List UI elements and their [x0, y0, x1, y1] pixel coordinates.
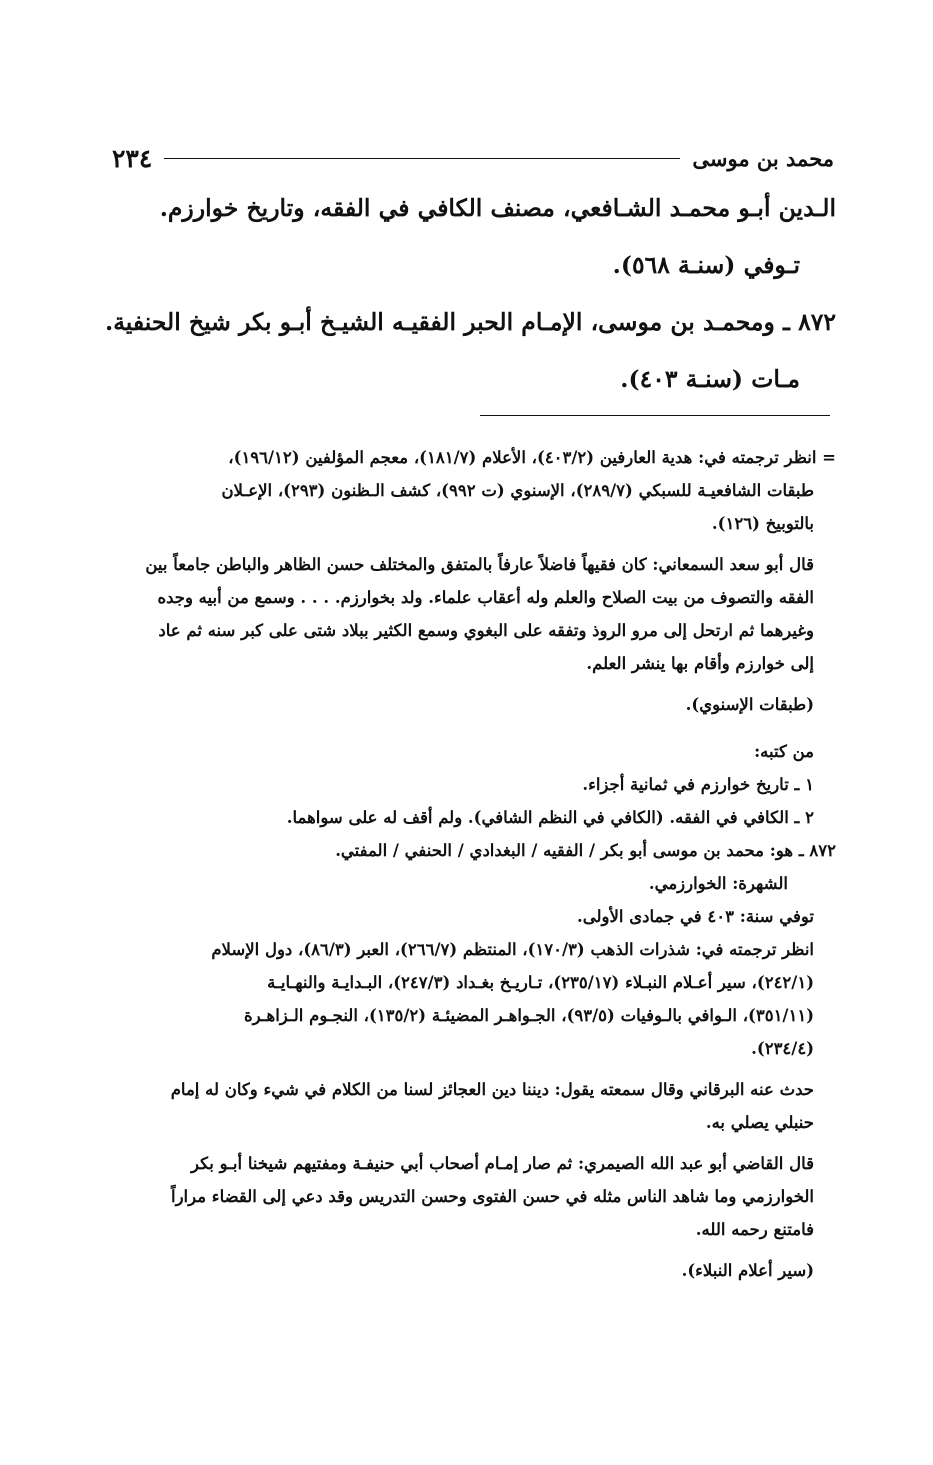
footnote-line: حنبلي يصلي به. — [705, 1113, 814, 1132]
footnote-line: (٣٥١/١١)، الـوافي بالـوفيات (٩٣/٥)، الجـواهـر المضيئـة (١٣٥/٢)، النجـوم الـزاهـرة — [243, 1006, 814, 1025]
footnote-line: وغيرهما ثم ارتحل إلى مرو الروذ وتفقه على البغوي وسمع الكثير ببلاد شتى على كبر سنه ثم عاد — [158, 621, 814, 640]
main-line: تـوفي (سنـة ٥٦٨). — [612, 251, 800, 279]
footnote-line: إلى خوارزم وأقام بها ينشر العلم. — [586, 654, 814, 673]
running-title: محمد بن موسى — [692, 145, 834, 171]
footnote-line: ٢ ـ الكافي في الفقه. (الكافي في النظم الشافي). ولم أقف له على سواهما. — [286, 808, 814, 827]
footnote-line: الفقه والتصوف من بيت الصلاح والعلم وله أعقاب علماء. ولد بخوارزم. . . . وسمع من أبيه وجده — [157, 588, 814, 607]
footnote-line: = انظر ترجمته في: هدية العارفين (٤٠٣/٢)، الأعلام (١٨١/٧)، معجم المؤلفين (١٩٦/١٢)، — [228, 448, 836, 467]
footnote-line: الشهرة: الخوارزمي. — [648, 874, 788, 893]
footnote-line: ١ ـ تاريخ خوارزم في ثمانية أجزاء. — [582, 775, 814, 794]
footnotes — [106, 441, 836, 1287]
main-line: الـدين أبـو محمـد الشـافعي، مصنف الكافي في الفقه، وتاريخ خوارزم. — [159, 194, 836, 222]
footnote-line: قال أبو سعد السمعاني: كان فقيهاً فاضلاً عارفاً بالمتفق والمختلف حسن الظاهر والباطن جامعاً بين — [145, 555, 814, 574]
footnote-line: الخوارزمي وما شاهد الناس مثله في حسن الفتوى وحسن التدريس وقد دعي إلى القضاء مراراً — [170, 1187, 814, 1206]
footnote-line: من كتبه: — [754, 742, 814, 761]
main-line: مـات (سنـة ٤٠٣). — [620, 365, 800, 393]
footnote-separator — [480, 415, 830, 416]
main-text — [105, 180, 836, 408]
footnote-line: فامتنع رحمه الله. — [695, 1220, 814, 1239]
footnote-line: ٨٧٢ ـ هو: محمد بن موسى أبو بكر / الفقيه / البغدادي / الحنفي / المفتي. — [335, 841, 836, 860]
footnote-line: بالتوبيخ (١٢٦). — [711, 514, 814, 533]
footnote-source: (سير أعلام النبلاء). — [681, 1261, 814, 1280]
page-header — [112, 138, 834, 178]
footnote-line: انظر ترجمته في: شذرات الذهب (١٧٠/٣)، المنتظم (٢٦٦/٧)، العبر (٨٦/٣)، دول الإسلام — [211, 940, 814, 959]
footnote-line: حدث عنه البرقاني وقال سمعته يقول: ديننا دين العجائز لسنا من الكلام في شيء وكان له إمام — [170, 1080, 814, 1099]
footnote-source: (طبقات الإسنوي). — [685, 695, 814, 714]
entry-heading: ٨٧٢ ـ ومحمـد بن موسى، الإمـام الحبر الفقيـه الشيـخ أبـو بكر شيخ الحنفية. — [105, 308, 836, 336]
footnote-line: (٢٤٢/١)، سير أعـلام النبـلاء (٢٣٥/١٧)، تـاريـخ بغـداد (٢٤٧/٣)، البـدايـة والنهـايـة — [267, 973, 814, 992]
footnote-line: توفي سنة: ٤٠٣ في جمادى الأولى. — [577, 907, 814, 926]
footnote-line: (٢٣٤/٤). — [751, 1039, 814, 1058]
footnote-line: طبقات الشافعيـة للسبكي (٢٨٩/٧)، الإسنوي (ت ٩٩٢)، كشف الـظنون (٢٩٣)، الإعـلان — [221, 481, 814, 500]
footnote-line: قال القاضي أبو عبد الله الصيمري: ثم صار إمـام أصحاب أبي حنيفـة ومفتيهم شيخنا أبـو بكر — [191, 1154, 814, 1173]
page-number: ٢٣٤ — [112, 143, 153, 173]
header-rule — [164, 158, 680, 159]
